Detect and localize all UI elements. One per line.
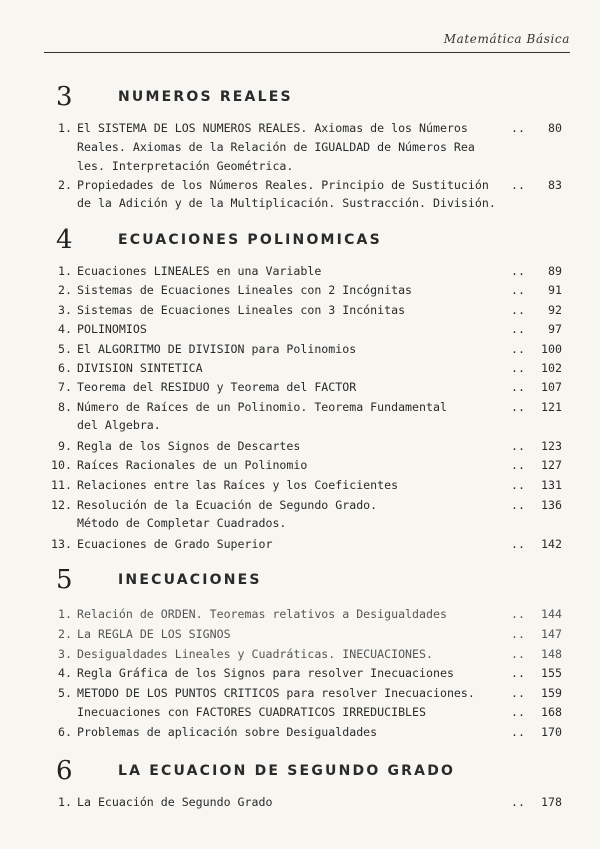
toc-entry-continuation bbox=[0, 416, 600, 435]
toc-entry[interactable] bbox=[0, 398, 600, 417]
toc-entry[interactable] bbox=[0, 378, 600, 397]
toc-entry-continuation bbox=[0, 514, 600, 533]
page-number: 102 bbox=[541, 361, 562, 375]
leader-dots: .. bbox=[511, 264, 525, 278]
page-number: 100 bbox=[541, 342, 562, 356]
toc-entry[interactable] bbox=[0, 340, 600, 359]
chapter-heading bbox=[48, 756, 570, 786]
page-number: 121 bbox=[541, 400, 562, 414]
leader-dots: .. bbox=[511, 705, 525, 719]
leader-dots: .. bbox=[511, 380, 525, 394]
leader-dots: .. bbox=[511, 439, 525, 453]
entry-text: Inecuaciones con FACTORES CUADRATICOS IRREDUCIBLES bbox=[77, 705, 427, 719]
entry-number: 12. bbox=[51, 498, 72, 512]
page-number: 97 bbox=[548, 322, 562, 336]
entry-number: 2. bbox=[58, 178, 72, 192]
page-number: 136 bbox=[541, 498, 562, 512]
entry-number: 5. bbox=[58, 342, 72, 356]
entry-number: 7. bbox=[58, 380, 72, 394]
chapter-title: ECUACIONES POLINOMICAS bbox=[118, 232, 382, 248]
page-number: 168 bbox=[541, 705, 562, 719]
page-number: 92 bbox=[548, 303, 562, 317]
leader-dots: .. bbox=[511, 400, 525, 414]
toc-entry[interactable] bbox=[0, 496, 600, 515]
chapter-title: LA ECUACION DE SEGUNDO GRADO bbox=[118, 763, 456, 779]
entry-text: Propiedades de los Números Reales. Principio de Sustitución bbox=[77, 178, 489, 192]
page-number: 127 bbox=[541, 458, 562, 472]
entry-number: 1. bbox=[58, 795, 72, 809]
entry-text: Número de Raíces de un Polinomio. Teorema Fundamental bbox=[77, 400, 447, 414]
leader-dots: .. bbox=[511, 458, 525, 472]
entry-text: Ecuaciones de Grado Superior bbox=[77, 537, 273, 551]
entry-number: 3. bbox=[58, 647, 72, 661]
leader-dots: .. bbox=[511, 178, 525, 192]
leader-dots: .. bbox=[511, 795, 525, 809]
toc-entry-continuation bbox=[0, 194, 600, 213]
leader-dots: .. bbox=[511, 478, 525, 492]
entry-number: 11. bbox=[51, 478, 72, 492]
toc-entry[interactable] bbox=[0, 625, 600, 644]
page-number: 142 bbox=[541, 537, 562, 551]
entry-text: Método de Completar Cuadrados. bbox=[77, 516, 287, 530]
entry-text: Sistemas de Ecuaciones Lineales con 3 Incónitas bbox=[77, 303, 406, 317]
entry-number: 5. bbox=[58, 686, 72, 700]
entry-text: El ALGORITMO DE DIVISION para Polinomios bbox=[77, 342, 357, 356]
leader-dots: .. bbox=[511, 498, 525, 512]
toc-entry[interactable] bbox=[0, 176, 600, 195]
toc-entry[interactable] bbox=[0, 535, 600, 554]
entry-text: les. Interpretación Geométrica. bbox=[77, 159, 294, 173]
toc-entry[interactable] bbox=[0, 320, 600, 339]
chapter-heading bbox=[48, 565, 570, 595]
entry-text: Ecuaciones LINEALES en una Variable bbox=[77, 264, 322, 278]
page-number: 123 bbox=[541, 439, 562, 453]
entry-number: 13. bbox=[51, 537, 72, 551]
page-number: 155 bbox=[541, 666, 562, 680]
toc-entry[interactable] bbox=[0, 793, 600, 812]
entry-number: 1. bbox=[58, 264, 72, 278]
entry-text: Raíces Racionales de un Polinomio bbox=[77, 458, 308, 472]
chapter-number: 5 bbox=[56, 565, 73, 595]
entry-number: 10. bbox=[51, 458, 72, 472]
leader-dots: .. bbox=[511, 647, 525, 661]
entry-text: Problemas de aplicación sobre Desigualdades bbox=[77, 725, 378, 739]
leader-dots: .. bbox=[511, 607, 525, 621]
page-header bbox=[44, 30, 570, 53]
chapter-number: 3 bbox=[56, 82, 73, 112]
chapter-heading bbox=[48, 82, 570, 112]
entry-number: 6. bbox=[58, 725, 72, 739]
chapter-title: NUMEROS REALES bbox=[118, 89, 293, 105]
leader-dots: .. bbox=[511, 303, 525, 317]
entry-text: Desigualdades Lineales y Cuadráticas. INECUACIONES. bbox=[77, 647, 433, 661]
header-title: Matemática Básica bbox=[443, 32, 570, 46]
entry-text: de la Adición y de la Multiplicación. Sustracción. División. bbox=[77, 196, 496, 210]
page-number: 170 bbox=[541, 725, 562, 739]
entry-text: DIVISION SINTETICA bbox=[77, 361, 203, 375]
entry-text: Regla Gráfica de los Signos para resolver Inecuaciones bbox=[77, 666, 454, 680]
entry-number: 2. bbox=[58, 627, 72, 641]
leader-dots: .. bbox=[511, 361, 525, 375]
toc-entry[interactable] bbox=[0, 645, 600, 664]
page-number: 144 bbox=[541, 607, 562, 621]
toc-entry[interactable] bbox=[0, 723, 600, 742]
chapter-number: 6 bbox=[56, 756, 73, 786]
leader-dots: .. bbox=[511, 121, 525, 135]
leader-dots: .. bbox=[511, 283, 525, 297]
entry-number: 3. bbox=[58, 303, 72, 317]
toc-entry-continuation bbox=[0, 138, 600, 157]
leader-dots: .. bbox=[511, 725, 525, 739]
page-number: 147 bbox=[541, 627, 562, 641]
toc-entry[interactable] bbox=[0, 684, 600, 703]
leader-dots: .. bbox=[511, 627, 525, 641]
entry-number: 2. bbox=[58, 283, 72, 297]
entry-text: METODO DE LOS PUNTOS CRITICOS para resolver Inecuaciones. bbox=[77, 686, 475, 700]
entry-text: Resolución de la Ecuación de Segundo Grado. bbox=[77, 498, 378, 512]
page-number: 107 bbox=[541, 380, 562, 394]
entry-text: Sistemas de Ecuaciones Lineales con 2 Incógnitas bbox=[77, 283, 413, 297]
toc-entry[interactable] bbox=[0, 456, 600, 475]
leader-dots: .. bbox=[511, 666, 525, 680]
page-number: 80 bbox=[548, 121, 562, 135]
page-number: 83 bbox=[548, 178, 562, 192]
toc-entry[interactable] bbox=[0, 281, 600, 300]
entry-number: 1. bbox=[58, 607, 72, 621]
entry-text: POLINOMIOS bbox=[77, 322, 147, 336]
leader-dots: .. bbox=[511, 322, 525, 336]
toc-entry[interactable] bbox=[0, 664, 600, 683]
page-number: 91 bbox=[548, 283, 562, 297]
page-number: 89 bbox=[548, 264, 562, 278]
leader-dots: .. bbox=[511, 537, 525, 551]
toc-entry[interactable] bbox=[0, 703, 600, 722]
page-number: 178 bbox=[541, 795, 562, 809]
entry-text: Reales. Axiomas de la Relación de IGUALDAD de Números Rea bbox=[77, 140, 475, 154]
toc-entry[interactable] bbox=[0, 301, 600, 320]
entry-text: La Ecuación de Segundo Grado bbox=[77, 795, 273, 809]
entry-text: Regla de los Signos de Descartes bbox=[77, 439, 301, 453]
entry-number: 6. bbox=[58, 361, 72, 375]
entry-text: El SISTEMA DE LOS NUMEROS REALES. Axiomas de los Números bbox=[77, 121, 468, 135]
toc-entry[interactable] bbox=[0, 605, 600, 624]
entry-text: La REGLA DE LOS SIGNOS bbox=[77, 627, 231, 641]
entry-text: Relación de ORDEN. Teoremas relativos a Desigualdades bbox=[77, 607, 447, 621]
entry-text: Teorema del RESIDUO y Teorema del FACTOR bbox=[77, 380, 357, 394]
page-number: 148 bbox=[541, 647, 562, 661]
toc-entry[interactable] bbox=[0, 119, 600, 138]
entry-number: 9. bbox=[58, 439, 72, 453]
toc-entry-continuation bbox=[0, 157, 600, 176]
toc-entry[interactable] bbox=[0, 262, 600, 281]
entry-number: 1. bbox=[58, 121, 72, 135]
chapter-title: INECUACIONES bbox=[118, 572, 262, 588]
toc-entry[interactable] bbox=[0, 359, 600, 378]
toc-entry[interactable] bbox=[0, 476, 600, 495]
page-number: 159 bbox=[541, 686, 562, 700]
entry-text: del Algebra. bbox=[77, 418, 161, 432]
chapter-number: 4 bbox=[56, 225, 73, 255]
page-number: 131 bbox=[541, 478, 562, 492]
entry-number: 4. bbox=[58, 322, 72, 336]
leader-dots: .. bbox=[511, 342, 525, 356]
chapter-heading bbox=[48, 225, 570, 255]
entry-text: Relaciones entre las Raíces y los Coeficientes bbox=[77, 478, 399, 492]
leader-dots: .. bbox=[511, 686, 525, 700]
toc-entry[interactable] bbox=[0, 437, 600, 456]
entry-number: 8. bbox=[58, 400, 72, 414]
entry-number: 4. bbox=[58, 666, 72, 680]
